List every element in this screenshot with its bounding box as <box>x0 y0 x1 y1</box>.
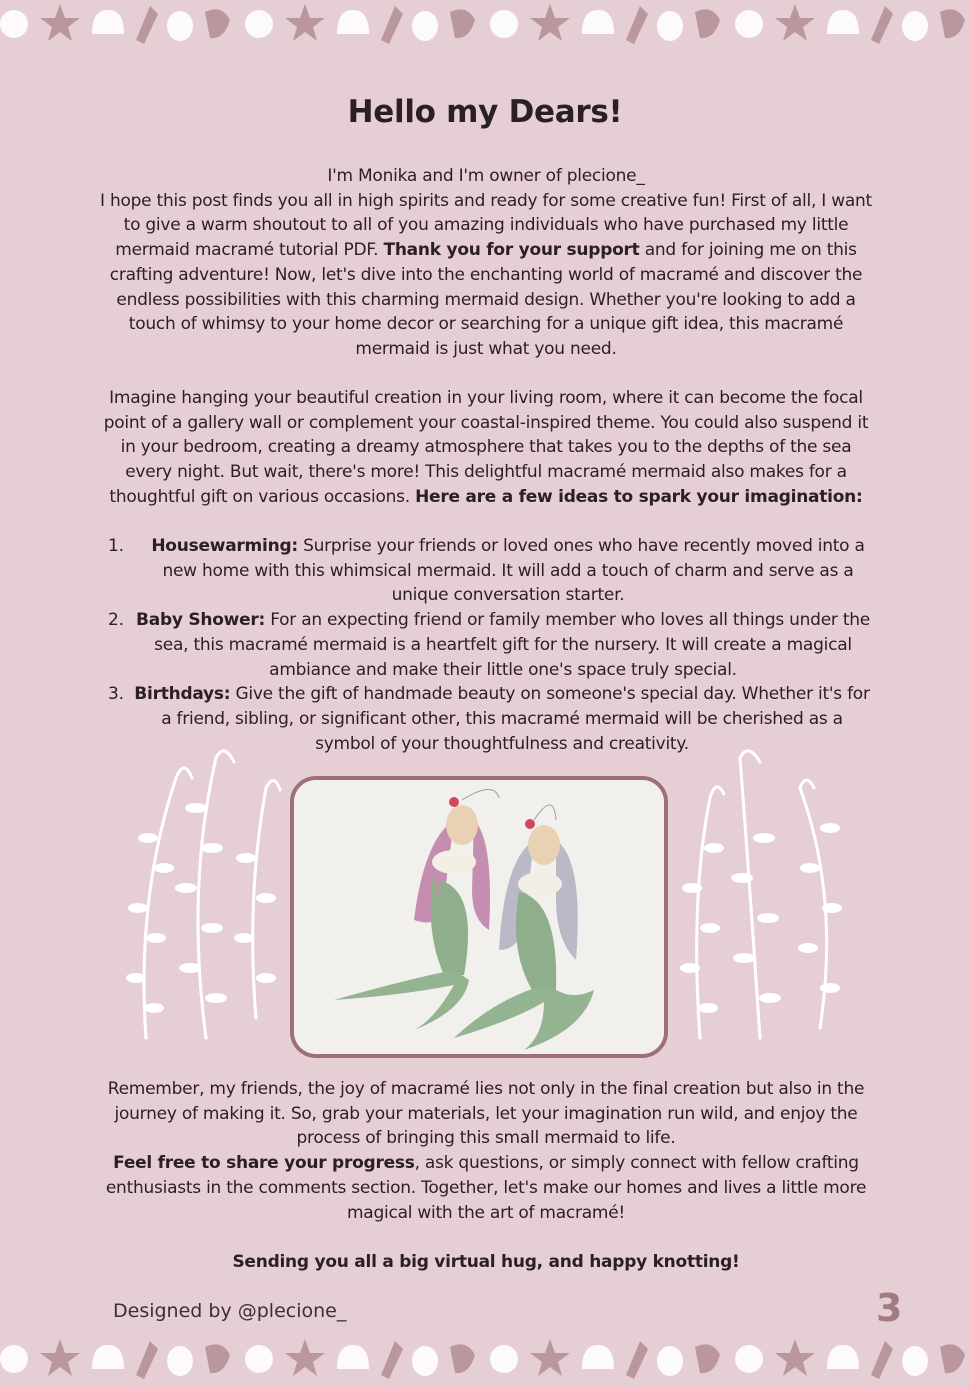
gift-ideas-list <box>104 534 876 756</box>
snail-shell-icon <box>0 1345 28 1373</box>
scallop-shell-icon <box>92 10 124 34</box>
signoff: Sending you all a big virtual hug, and happy knotting! <box>232 1252 740 1272</box>
page-title: Hello my Dears! <box>347 94 623 130</box>
starfish-icon <box>40 4 80 41</box>
list-item: 1. Housewarming: Surprise your friends or loved ones who have recently moved into a new home with this whimsical mermaid. It will add a touch of charm and serve as a unique conversation starter. <box>108 536 865 606</box>
conch-shell-icon <box>136 6 158 44</box>
clam-shell-icon <box>205 1344 230 1373</box>
spiral-shell-icon <box>167 1346 193 1376</box>
seashell-border-bottom <box>0 1335 970 1383</box>
page-number: 3 <box>876 1286 903 1330</box>
intro-paragraph: I'm Monika and I'm owner of plecione_ I hope this post finds you all in high spirits and ready for some creative fun! First of all, I want to give a warm shoutout to all of you amazing individuals who have purchased my little mermaid macramé tutorial PDF. Thank you for your support and for joining me on this crafting adventure! Now, let's dive into the enchanting world of macramé and discover the endless possibilities with this charming mermaid design. Whether you're looking to add a touch of whimsy to your home decor or searching for a unique gift idea, this macramé mermaid is just what you need. <box>100 166 872 359</box>
imagine-paragraph: Imagine hanging your beautiful creation in your living room, where it can become the focal point of a gallery wall or complement your coastal-inspired theme. You could also suspend it in your bedroom, creating a dreamy atmosphere that takes you to the depths of the sea every night. But wait, there's more! This delightful macramé mermaid also makes for a thoughtful gift on various occasions. Here are a few ideas to spark your imagination: <box>103 388 869 507</box>
seashell-border-top <box>0 0 970 48</box>
list-item: 3. Birthdays: Give the gift of handmade beauty on someone's special day. Whether it's for a friend, sibling, or significant other, this macramé mermaid will be cherished as a symbol of your thoughtfulness and creativity. <box>108 684 870 754</box>
conch-shell-icon <box>136 1341 158 1379</box>
list-item: 2. Baby Shower: For an expecting friend or family member who loves all things under the sea, this macramé mermaid is a heartfelt gift for the nursery. It will create a magical ambiance and make their little one's space truly special. <box>108 610 870 680</box>
intro-line: I'm Monika and I'm owner of plecione_ <box>327 166 645 186</box>
designed-by: Designed by @plecione_ <box>113 1300 347 1322</box>
vine-decoration-left <box>116 738 286 1058</box>
clam-shell-icon <box>205 9 230 38</box>
mermaid-dolls-illustration <box>294 780 664 1054</box>
starfish-icon <box>40 1339 80 1376</box>
scallop-shell-icon <box>92 1345 124 1369</box>
mermaid-photo <box>290 776 668 1058</box>
closing-paragraph: Remember, my friends, the joy of macramé lies not only in the final creation but also in the journey of making it. So, grab your materials, let your imagination run wild, and enjoy the process of bringing this small mermaid to life. Feel free to share your progress, ask questions, or simply connect with fellow crafting enthusiasts in the comments section. Together, let's make our homes and lives a little more magical with the art of macramé! <box>105 1079 867 1223</box>
spiral-shell-icon <box>167 11 193 41</box>
vine-decoration-right <box>680 738 850 1058</box>
snail-shell-icon <box>0 10 28 38</box>
